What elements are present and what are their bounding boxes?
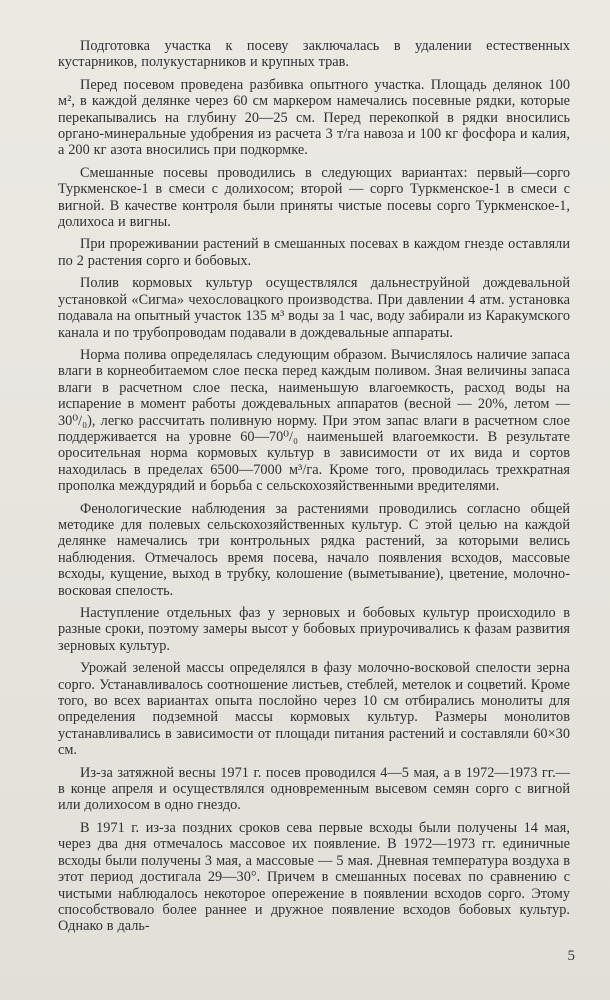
paragraph-seedlings: В 1971 г. из-за поздних сроков сева первые всходы были получены 14 мая, через два дня отмечалось массовое их появление. В 1972—1973 гг. единичные всходы были получены 3 мая, а массовые — 5 мая. Дневная температура воздуха в этот период достигала 29—30°. Причем в смешанных посевах по сравнению с чистыми наблюдалось некоторое опережение в появлении всходов сорго. Этому способствовало более раннее и дружное появление всходов бобовых культур. Однако в даль- (58, 819, 570, 935)
paragraph-plot-layout: Перед посевом проведена разбивка опытного участка. Площадь делянок 100 м², в каждой делянке через 60 см маркером намечались посевные рядки, которые перекапывались на глубину 20—25 см. Перед перекопкой в рядки вносились органо-минеральные удобрения из расчета 3 т/га навоза и 100 кг фосфора и калия, а 200 кг азота вносились при подкормке. (58, 76, 570, 159)
paragraph-phases: Наступление отдельных фаз у зерновых и бобовых культур происходило в разные сроки, поэтому замеры высот у бобовых приурочивались к фазам развития зерновых культур. (58, 605, 570, 654)
paragraph-green-mass-yield: Урожай зеленой массы определялся в фазу молочно-восковой спелости зерна сорго. Устанавливалось соотношение листьев, стеблей, метелок и соцветий. Кроме того, во всех вариантах опыта послойно через 10 см отбирались монолиты для определения подземной массы кормовых культур. Размеры монолитов устанавливались в зависимости от площади питания растений и составляли 60×30 см. (58, 660, 570, 759)
paragraph-site-preparation: Подготовка участка к посеву заключалась в удалении естественных кустарников, полукустарников и крупных трав. (58, 38, 570, 71)
paragraph-irrigation: Полив кормовых культур осуществлялся дальнеструйной дождевальной установкой «Сигма» чехословацкого производства. При давлении 4 атм. установка подавала на опытный участок 135 м³ воды за 1 час, воду забирали из Каракумского канала и по трубопроводам подавали в дождевальные аппараты. (58, 275, 570, 341)
paragraph-mixed-sowing-variants: Смешанные посевы проводились в следующих вариантах: первый—сорго Туркменское-1 в смеси с долихосом; второй — сорго Туркменское-1 в смеси с вигной. В качестве контроля были приняты чистые посевы сорго Туркменское-1, долихоса и вигны. (58, 164, 570, 231)
paragraph-phenological-observations: Фенологические наблюдения за растениями проводились согласно общей методике для полевых сельскохозяйственных культур. С этой целью на каждой делянке намечались три контрольных рядка растений, за которыми велись наблюдения. Отмечалось время посева, начало появления всходов, массовые всходы, кущение, выход в трубку, колошение (выметывание), цветение, молочно-восковая спелость. (58, 500, 570, 599)
page-number: 5 (567, 948, 575, 964)
body-text (58, 38, 570, 935)
paragraph-irrigation-norm: Норма полива определялась следующим образом. Вычислялось наличие запаса влаги в корнеобитаемом слое песка перед каждым поливом. Зная величины запаса влаги в расчетном слое песка, наименьшую влагоемкость, расход воды на испарение в момент работы дождевальных аппаратов (весной — 20%, летом — 30⁰/₀), легко рассчитать поливную норму. При этом запас влаги в расчетном слое поддерживается на уровне 60—70⁰/₀ наименьшей влагоемкости. В результате оросительная норма кормовых культур в зависимости от их вида и сортов находилась в пределах 6500—7000 м³/га. Кроме того, проводилась трехкратная прополка междурядий и борьба с сельскохозяйственными вредителями. (58, 346, 570, 495)
paragraph-thinning: При прореживании растений в смешанных посевах в каждом гнезде оставляли по 2 растения сорго и бобовых. (58, 236, 570, 269)
paragraph-sowing-dates: Из-за затяжной весны 1971 г. посев проводился 4—5 мая, а в 1972—1973 гг.— в конце апреля и осуществлялся одновременным высевом семян сорго с вигной или долихосом в одно гнездо. (58, 764, 570, 814)
